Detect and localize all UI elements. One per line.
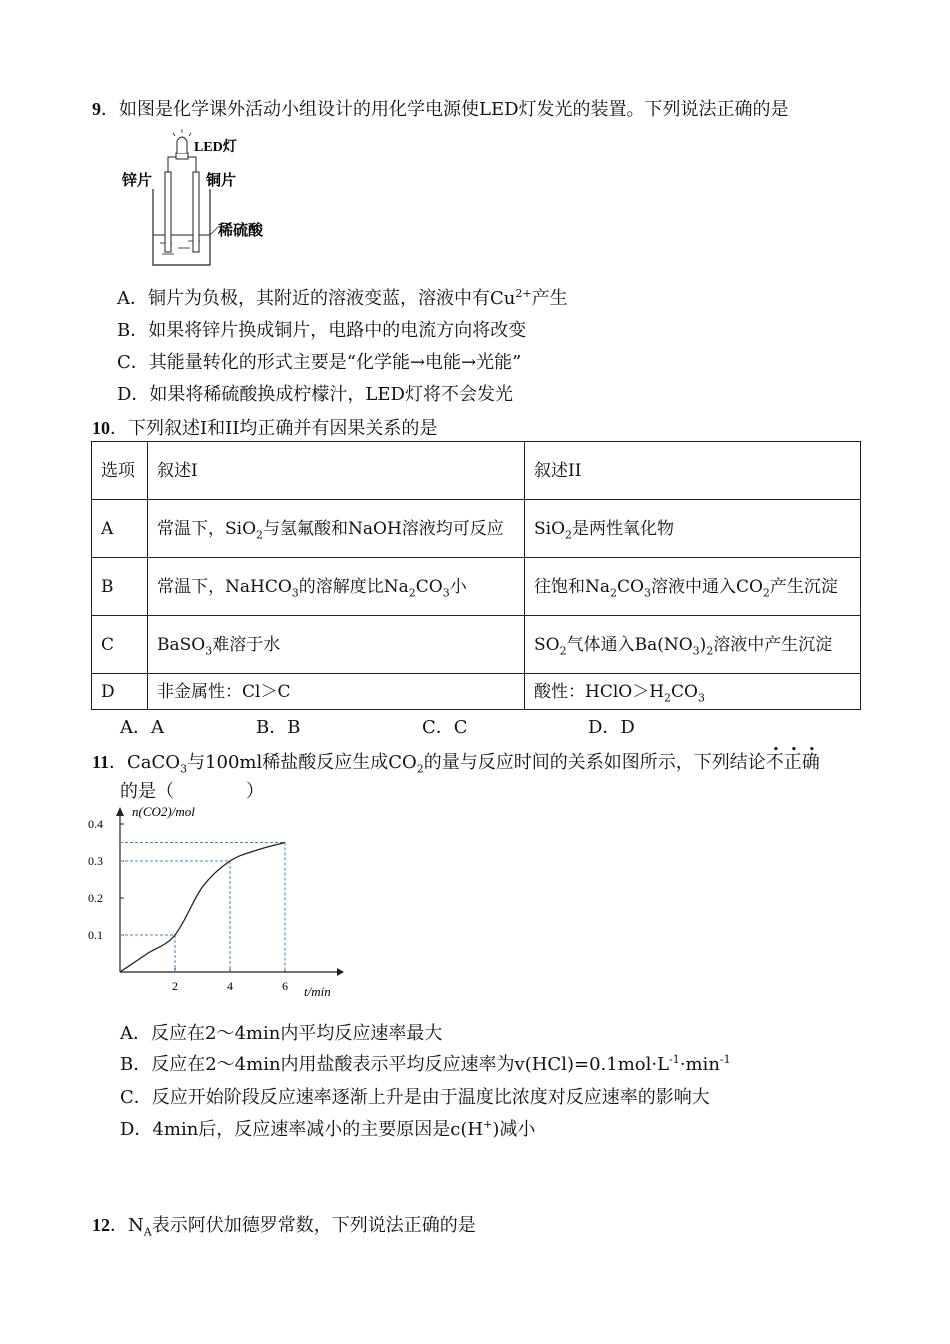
y-axis-label: n(CO2)/mol: [132, 804, 195, 819]
q10-stem: 下列叙述I和II均正确并有因果关系的是: [128, 418, 438, 439]
q10-header-s1: 叙述I: [148, 442, 525, 500]
q10-row-a: [92, 500, 861, 558]
label-copper: 铜片: [206, 173, 237, 189]
text: SO: [534, 634, 560, 655]
q11-number: 11: [92, 752, 110, 772]
q12-stem-text: N: [128, 1215, 144, 1236]
q10-row-b-s2: [525, 558, 861, 616]
q10-row-b: [92, 558, 861, 616]
sub: 2: [256, 527, 264, 541]
q11-stem-text: 与100ml稀盐酸反应生成CO: [187, 752, 417, 773]
q12-stem-line: [92, 1213, 476, 1238]
sup: -1: [669, 1053, 680, 1066]
q10-choice-c: C．C: [422, 717, 468, 738]
sub: 3: [698, 690, 705, 704]
series-line: [120, 843, 285, 973]
q11-option-b: [120, 1053, 731, 1077]
text: BaSO: [157, 634, 206, 655]
y-tick-label: 0.2: [88, 891, 103, 905]
q11-emphasis-char: 确: [801, 752, 820, 773]
q11-option-b-text: ·min: [679, 1054, 720, 1075]
sup: -1: [719, 1053, 731, 1066]
sub: 2: [706, 643, 714, 657]
q10-stem-line: [92, 416, 437, 441]
q9-option-a: [117, 287, 568, 311]
q10-number-dot: ．: [110, 418, 128, 439]
label-led: LED灯: [194, 140, 237, 155]
label-acid: 稀硫酸: [218, 223, 264, 239]
sup: +: [483, 1118, 493, 1131]
q10-number: 10: [92, 418, 110, 438]
q10-table: [91, 441, 861, 710]
sub: 2: [565, 527, 573, 541]
q11-option-d-text: D．4min后，反应速率减小的主要原因是c(H: [120, 1119, 484, 1140]
q10-header-option: 选项: [92, 442, 148, 500]
q10-row-c: [92, 616, 861, 674]
q11-option-c: C．反应开始阶段反应速率逐渐上升是由于温度比浓度对反应速率的影响大: [120, 1087, 710, 1108]
q9-number: 9: [92, 99, 101, 119]
y-tick-label: 0.3: [88, 854, 103, 868]
q11-number-dot: ．: [109, 752, 128, 773]
text: 常温下，SiO: [157, 518, 257, 539]
label-zinc: 锌片: [122, 173, 153, 189]
text: 是两性氧化物: [572, 518, 675, 539]
sub: 3: [205, 643, 213, 657]
q9-option-a-text: A．铜片为负极，其附近的溶液变蓝，溶液中有Cu: [117, 288, 516, 309]
q10-row-c-opt: C: [92, 616, 148, 674]
beaker-outline: [153, 189, 210, 265]
q11-stem-line: [92, 750, 820, 775]
text: 产生沉淀: [769, 576, 838, 597]
y-axis-arrow-icon: [116, 807, 124, 816]
sub: 3: [180, 762, 188, 776]
q10-choice-a: A．A: [120, 717, 164, 738]
q10-row-a-s2: [525, 500, 861, 558]
text: 小: [449, 576, 467, 597]
sub: A: [143, 1225, 152, 1239]
text: ): [699, 634, 707, 655]
q10-header-row: [92, 442, 861, 500]
sub: 3: [442, 585, 450, 599]
sub: 2: [408, 585, 416, 599]
text: CO: [415, 576, 443, 597]
x-axis-label: t/min: [304, 984, 331, 999]
q10-header-s2: 叙述II: [525, 442, 861, 500]
q9-option-b: B．如果将锌片换成铜片，电路中的电流方向将改变: [117, 320, 527, 341]
q9-number-dot: ．: [101, 99, 119, 120]
q10-row-a-s1: [148, 500, 525, 558]
text: 常温下，NaHCO: [157, 576, 292, 597]
q11-emphasis-char: 正: [783, 752, 802, 773]
x-tick-label: 2: [172, 979, 178, 993]
q11-option-b-text: B．反应在2～4min内用盐酸表示平均反应速率为v(HCl)=0.1mol·L: [120, 1054, 670, 1075]
q9-stem: 如图是化学课外活动小组设计的用化学电源使LED灯发光的装置。下列说法正确的是: [119, 99, 789, 120]
sub: 2: [559, 643, 567, 657]
q11-option-a: A．反应在2～4min内平均反应速率最大: [120, 1023, 443, 1044]
text: 溶液中通入CO: [650, 576, 763, 597]
q10-row-b-opt: B: [92, 558, 148, 616]
x-tick-label: 6: [282, 979, 288, 993]
led-ray: [189, 133, 191, 136]
q10-row-d-s1: 非金属性：Cl＞C: [148, 674, 525, 710]
q9-stem-line: [92, 97, 789, 122]
q10-choice-b: B．B: [256, 717, 301, 738]
q9-option-d: D．如果将稀硫酸换成柠檬汁，LED灯将不会发光: [117, 384, 513, 405]
text: 酸性：HClO＞H: [534, 681, 665, 702]
text: 难溶于水: [212, 634, 281, 655]
led-ray: [173, 133, 175, 136]
q10-row-c-s2: [525, 616, 861, 674]
q9-apparatus-figure: [118, 127, 288, 272]
q10-choice-d: D．D: [588, 717, 635, 738]
zinc-plate: [165, 172, 171, 252]
text: 的溶解度比Na: [298, 576, 409, 597]
q9-option-c: C．其能量转化的形式主要是“化学能→电能→光能”: [117, 352, 522, 373]
q10-row-b-s1: [148, 558, 525, 616]
q11-option-d: [120, 1118, 535, 1142]
sub: 2: [610, 585, 618, 599]
q11-stem-text: 的量与反应时间的关系如图所示，下列结论: [423, 752, 766, 773]
q11-stem-line-2: 的是（ ）: [120, 781, 264, 802]
led-bulb-icon: [177, 137, 187, 153]
q11-emphasis-char: 不: [765, 752, 784, 773]
q10-row-c-s1: [148, 616, 525, 674]
q12-number-dot: ．: [110, 1215, 128, 1236]
q9-option-a-sup: 2+: [515, 287, 532, 300]
sub: 3: [291, 585, 299, 599]
sub: 3: [692, 643, 700, 657]
text: 溶液中产生沉淀: [713, 634, 833, 655]
q12-number: 12: [92, 1215, 110, 1235]
q10-row-d: [92, 674, 861, 710]
x-axis-arrow-icon: [337, 968, 344, 976]
q11-option-d-text: )减小: [492, 1119, 536, 1140]
y-tick-label: 0.1: [88, 928, 103, 942]
led-base: [176, 153, 188, 159]
x-tick-label: 4: [227, 979, 233, 993]
y-tick-label: 0.4: [88, 817, 103, 831]
q11-stem-text: CaCO: [127, 752, 181, 773]
text: CO: [617, 576, 644, 597]
q9-option-a-tail: 产生: [531, 288, 568, 309]
q11-chart: [82, 802, 352, 1002]
text: 往饱和Na: [534, 576, 611, 597]
acid-leader: [210, 227, 218, 235]
text: 气体通入Ba(NO: [566, 634, 693, 655]
text: CO: [671, 681, 698, 702]
text: 与氢氟酸和NaOH溶液均可反应: [263, 518, 504, 539]
q12-stem-text: 表示阿伏加德罗常数，下列说法正确的是: [151, 1215, 476, 1236]
copper-plate: [193, 172, 199, 252]
sub: 2: [664, 690, 672, 704]
text: SiO: [534, 518, 566, 539]
q10-row-d-opt: D: [92, 674, 148, 710]
sub: 3: [643, 585, 651, 599]
q10-row-a-opt: A: [92, 500, 148, 558]
sub: 2: [762, 585, 770, 599]
q10-row-d-s2: [525, 674, 861, 710]
sub: 2: [416, 762, 424, 776]
